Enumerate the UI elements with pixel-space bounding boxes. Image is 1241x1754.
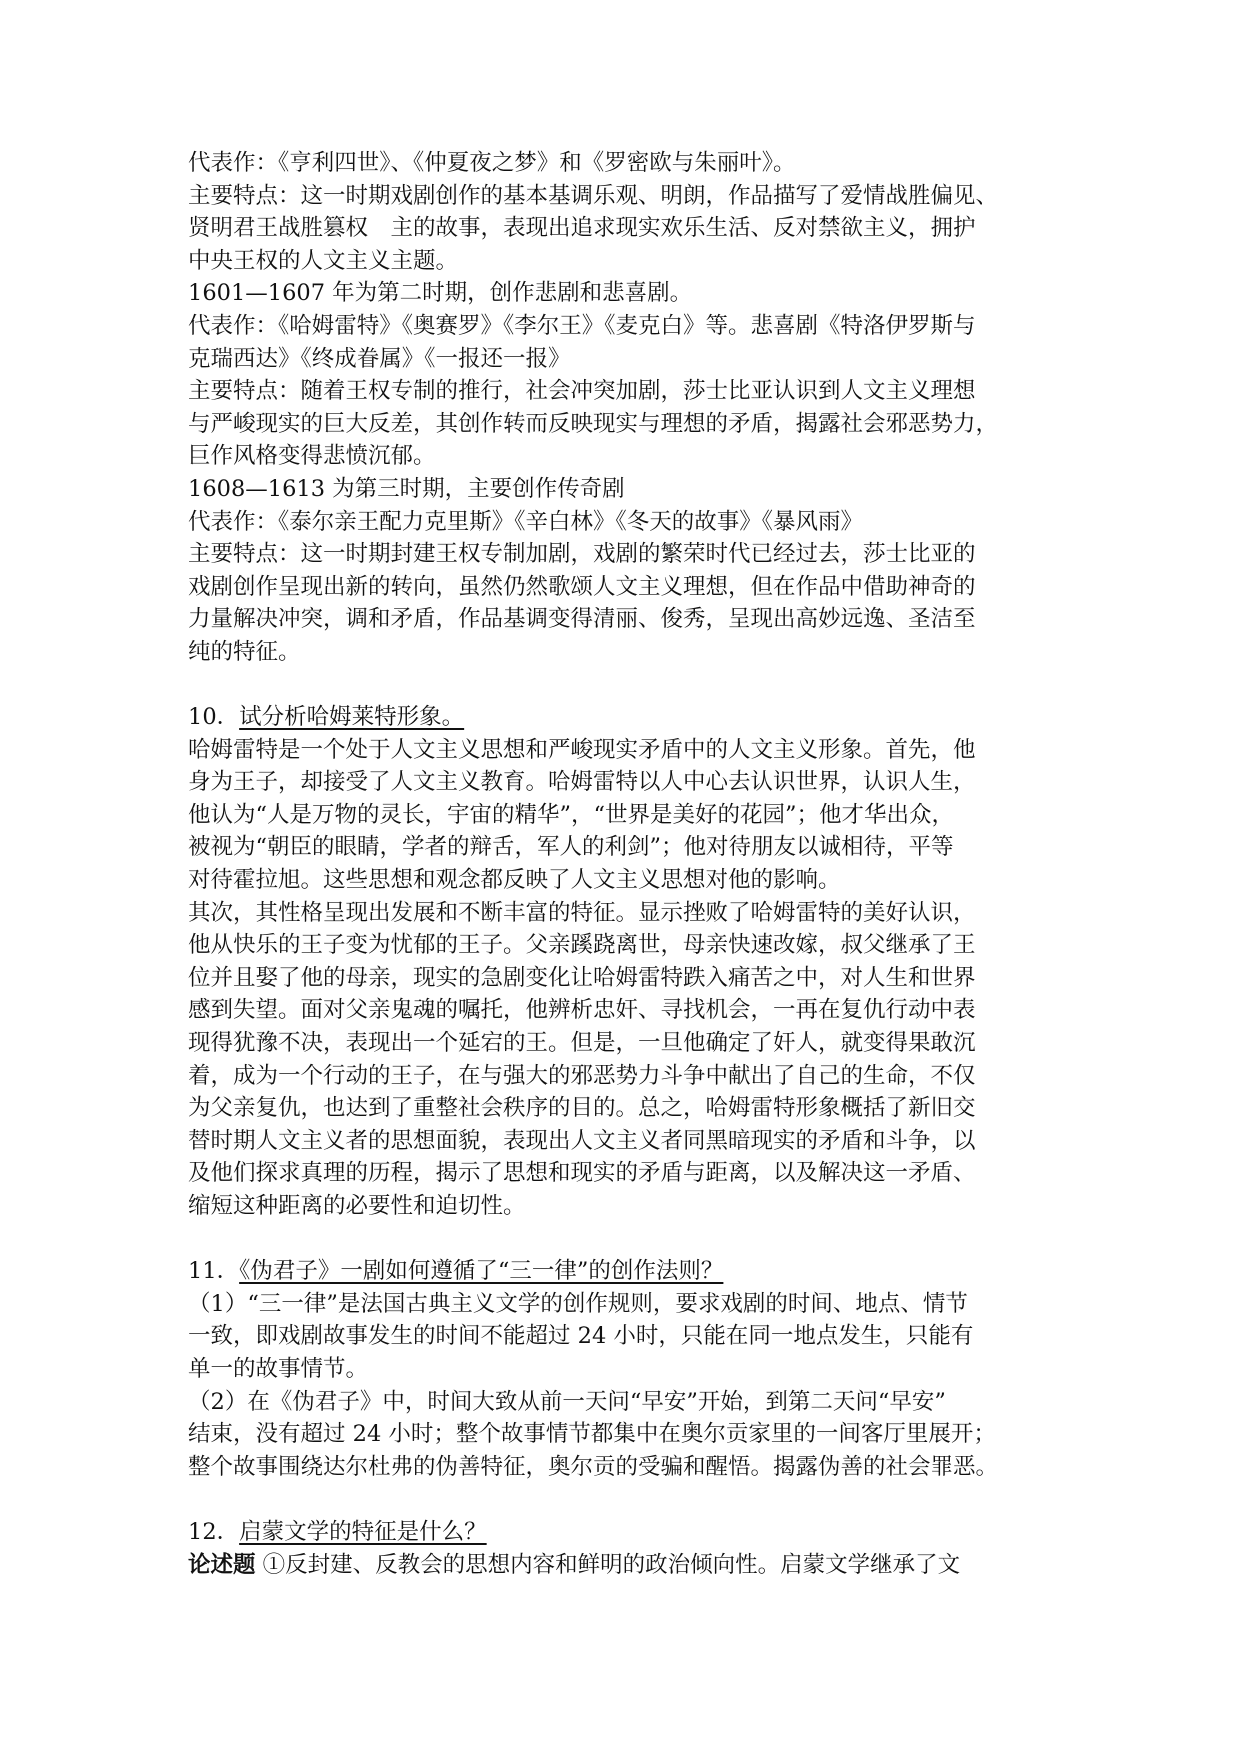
question-10 (188, 701, 1068, 1223)
text-line: 巨作风格变得悲愤沉郁。 (188, 443, 436, 470)
text-line: 代表作：《泰尔亲王配力克里斯》《辛白林》《冬天的故事》《暴风雨》 (188, 508, 864, 535)
text-line: 与严峻现实的巨大反差，其创作转而反映现实与理想的矛盾，揭露社会邪恶势力， (188, 410, 999, 437)
text-line: 他认为“人是万物的灵长，宇宙的精华”，“世界是美好的花园”；他才华出众， (188, 801, 955, 828)
text-line: 主要特点：随着王权专制的推行，社会冲突加剧，莎士比亚认识到人文主义理想 (188, 378, 976, 405)
text-line: 及他们探求真理的历程，揭示了思想和现实的矛盾与距离，以及解决这一矛盾、 (188, 1160, 976, 1187)
text-line: 其次，其性格呈现出发展和不断丰富的特征。显示挫败了哈姆雷特的美好认识， (188, 899, 976, 926)
question-heading (188, 1516, 1068, 1549)
paragraph-gap (188, 1483, 1068, 1516)
text-line: 被视为“朝臣的眼睛，学者的辩舌，军人的利剑”；他对待朋友以诚相待，平等 (188, 834, 954, 861)
text-line: 整个故事围绕达尔杜弗的伪善特征，奥尔贡的受骗和醒悟。揭露伪善的社会罪恶。 (188, 1453, 999, 1480)
section-shakespeare-periods (188, 147, 1068, 669)
paragraph-gap (188, 1223, 1068, 1256)
text-line: 1601—1607 年为第二时期，创作悲剧和悲喜剧。 (188, 280, 693, 307)
question-title: 《伪君子》一剧如何遵循了“三一律”的创作法则？ (239, 1258, 724, 1285)
question-number: 10． (188, 704, 240, 731)
text-line: 代表作：《亨利四世》、《仲夏夜之梦》和《罗密欧与朱丽叶》。 (188, 150, 796, 176)
text-line: 1608—1613 为第三时期，主要创作传奇剧 (188, 475, 625, 502)
text-line: 着，成为一个行动的王子，在与强大的邪恶势力斗争中献出了自己的生命，不仅 (188, 1062, 976, 1089)
text-line: 戏剧创作呈现出新的转向，虽然仍然歌颂人文主义理想，但在作品中借助神奇的 (188, 573, 976, 600)
text-line: 身为王子，却接受了人文主义教育。哈姆雷特以人中心去认识世界，认识人生， (188, 769, 976, 796)
question-heading (188, 1255, 1068, 1288)
text-line: 现得犹豫不决，表现出一个延宕的王。但是，一旦他确定了奸人，就变得果敢沉 (188, 1030, 976, 1057)
text-line: 缩短这种距离的必要性和迫切性。 (188, 1193, 526, 1219)
answer-line (188, 1549, 1068, 1582)
text-line: 代表作：《哈姆雷特》《奥赛罗》《李尔王》《麦克白》等。悲喜剧《特洛伊罗斯与 (188, 312, 976, 339)
question-number: 11． (188, 1258, 240, 1285)
text-line: 力量解决冲突，调和矛盾，作品基调变得清丽、俊秀，呈现出高妙远逸、圣洁至 (188, 606, 976, 633)
document-page (188, 147, 1068, 1581)
text-line: （2）在《伪君子》中，时间大致从前一天问“早安”开始，到第二天问“早安” (188, 1388, 946, 1415)
text-line: 他从快乐的王子变为忧郁的王子。父亲蹊跷离世，母亲快速改嫁，叔父继承了王 (188, 932, 976, 959)
text-line: 结束，没有超过 24 小时；整个故事情节都集中在奥尔贡家里的一间客厅里展开； (188, 1421, 996, 1448)
text-line: 感到失望。面对父亲鬼魂的嘱托，他辨析忠奸、寻找机会，一再在复仇行动中表 (188, 997, 976, 1024)
text-line: 一致，即戏剧故事发生的时间不能超过 24 小时，只能在同一地点发生，只能有 (188, 1323, 974, 1350)
answer-text: ①反封建、反教会的思想内容和鲜明的政治倾向性。启蒙文学继承了文 (255, 1551, 961, 1578)
question-heading (188, 701, 1068, 734)
text-line: 主要特点：这一时期封建王权专制加剧，戏剧的繁荣时代已经过去，莎士比亚的 (188, 541, 976, 568)
answer-label: 论述题 (188, 1551, 256, 1578)
text-line: 主要特点：这一时期戏剧创作的基本基调乐观、明朗，作品描写了爱情战胜偏见、 (188, 182, 999, 209)
text-line: 对待霍拉旭。这些思想和观念都反映了人文主义思想对他的影响。 (188, 867, 841, 894)
text-line: 贤明君王战胜篡权 主的故事，表现出追求现实欢乐生活、反对禁欲主义，拥护 (188, 215, 976, 242)
question-12 (188, 1516, 1068, 1581)
text-line: 哈姆雷特是一个处于人文主义思想和严峻现实矛盾中的人文主义形象。首先，他 (188, 736, 976, 763)
text-line: （1）“三一律”是法国古典主义文学的创作规则，要求戏剧的时间、地点、情节 (188, 1290, 968, 1317)
text-line: 为父亲复仇，也达到了重整社会秩序的目的。总之，哈姆雷特形象概括了新旧交 (188, 1095, 976, 1122)
question-number: 12． (188, 1518, 240, 1545)
text-line: 单一的故事情节。 (188, 1355, 369, 1382)
text-line: 位并且娶了他的母亲，现实的急剧变化让哈姆雷特跌入痛苦之中，对人生和世界 (188, 964, 976, 991)
question-title: 试分析哈姆莱特形象。 (239, 704, 465, 731)
text-line: 克瑞西达》《终成眷属》《一报还一报》 (188, 345, 571, 372)
text-line: 纯的特征。 (188, 638, 301, 665)
text-line: 替时期人文主义者的思想面貌，表现出人文主义者同黑暗现实的矛盾和斗争，以 (188, 1127, 976, 1154)
text-line: 中央王权的人文主义主题。 (188, 247, 459, 274)
paragraph-gap (188, 669, 1068, 702)
question-title: 启蒙文学的特征是什么？ (239, 1518, 487, 1545)
question-11 (188, 1255, 1068, 1483)
